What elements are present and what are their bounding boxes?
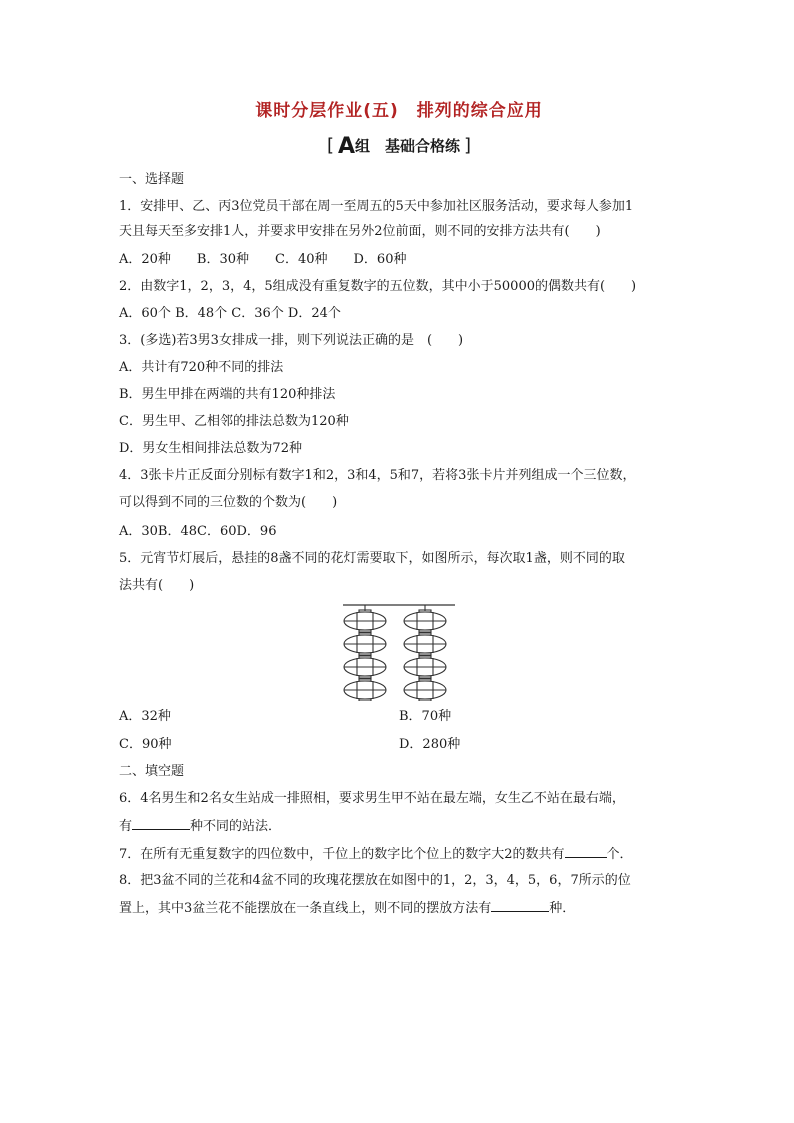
q5-option-a: A．32种 <box>119 709 171 724</box>
q1-options: A．20种 B．30种 C．40种 D．60种 <box>119 252 407 267</box>
q5-option-c: C．90种 <box>119 737 172 752</box>
q8-post: 种． <box>549 901 576 916</box>
q5-option-d: D．280种 <box>399 737 461 752</box>
q6-line2 <box>119 817 281 836</box>
q5-line1: 5．元宵节灯展后，悬挂的8盏不同的花灯需要取下，如图所示，每次取1盏，则不同的取 <box>119 551 625 566</box>
q3-line1: 3．(多选)若3男3女排成一排，则下列说法正确的是 ( ) <box>119 333 464 348</box>
q6-answer-blank[interactable] <box>132 817 190 830</box>
banner-close-bracket: ] <box>464 135 472 156</box>
q2-line1: 2．由数字1，2，3，4，5组成没有重复数字的五位数，其中小于50000的偶数共有( ) <box>119 279 637 294</box>
q7-post: 个． <box>606 847 633 862</box>
q5-option-b: B．70种 <box>399 709 452 724</box>
q8-answer-blank[interactable] <box>491 899 549 912</box>
q2-options: A．60个 B．48个 C．36个 D．24个 <box>119 306 341 321</box>
q1-line1: 1．安排甲、乙、丙3位党员干部在周一至周五的5天中参加社区服务活动，要求每人参加1 <box>119 199 634 214</box>
q3-option-d: D．男女生相间排法总数为72种 <box>119 441 302 456</box>
title-right: 排列的综合应用 <box>416 101 543 121</box>
banner-letter: A <box>337 134 355 159</box>
banner-label: 组 基础合格练 <box>355 137 461 155</box>
q6-post: 种不同的站法． <box>190 819 282 834</box>
lantern-figure <box>343 603 455 701</box>
group-banner <box>119 134 679 159</box>
q7-answer-blank[interactable] <box>565 845 607 858</box>
q6-pre: 有 <box>119 819 133 834</box>
q4-line2: 可以得到不同的三位数的个数为( ) <box>119 495 338 510</box>
q7-line1 <box>119 845 633 864</box>
q7-pre: 7．在所有无重复数字的四位数中，千位上的数字比个位上的数字大2的数共有 <box>119 847 565 862</box>
q5-line2: 法共有( ) <box>119 578 195 593</box>
q8-line1: 8．把3盆不同的兰花和4盆不同的玫瑰花摆放在如图中的1，2，3，4，5，6，7所示的位 <box>119 873 631 888</box>
q8-line2 <box>119 899 575 918</box>
q4-line1: 4．3张卡片正反面分别标有数字1和2，3和4，5和7，若将3张卡片并列组成一个三位数， <box>119 468 636 483</box>
q8-pre: 置上，其中3盆兰花不能摆放在一条直线上，则不同的摆放方法有 <box>119 901 492 916</box>
q3-option-c: C．男生甲、乙相邻的排法总数为120种 <box>119 414 349 429</box>
page-title <box>119 96 679 121</box>
q1-line2: 天且每天至多安排1人，并要求甲安排在另外2位前面，则不同的安排方法共有( ) <box>119 224 601 239</box>
title-left: 课时分层作业(五) <box>255 101 399 121</box>
q4-options: A．30B．48C．60D．96 <box>119 524 277 539</box>
banner-open-bracket: [ <box>326 135 334 156</box>
q3-option-a: A．共计有720种不同的排法 <box>119 360 284 375</box>
q6-line1: 6．4名男生和2名女生站成一排照相，要求男生甲不站在最左端，女生乙不站在最右端， <box>119 791 625 806</box>
section-heading-fill: 二、填空题 <box>119 764 185 779</box>
q3-option-b: B．男生甲排在两端的共有120种排法 <box>119 387 336 402</box>
section-heading-choice: 一、选择题 <box>119 172 185 187</box>
